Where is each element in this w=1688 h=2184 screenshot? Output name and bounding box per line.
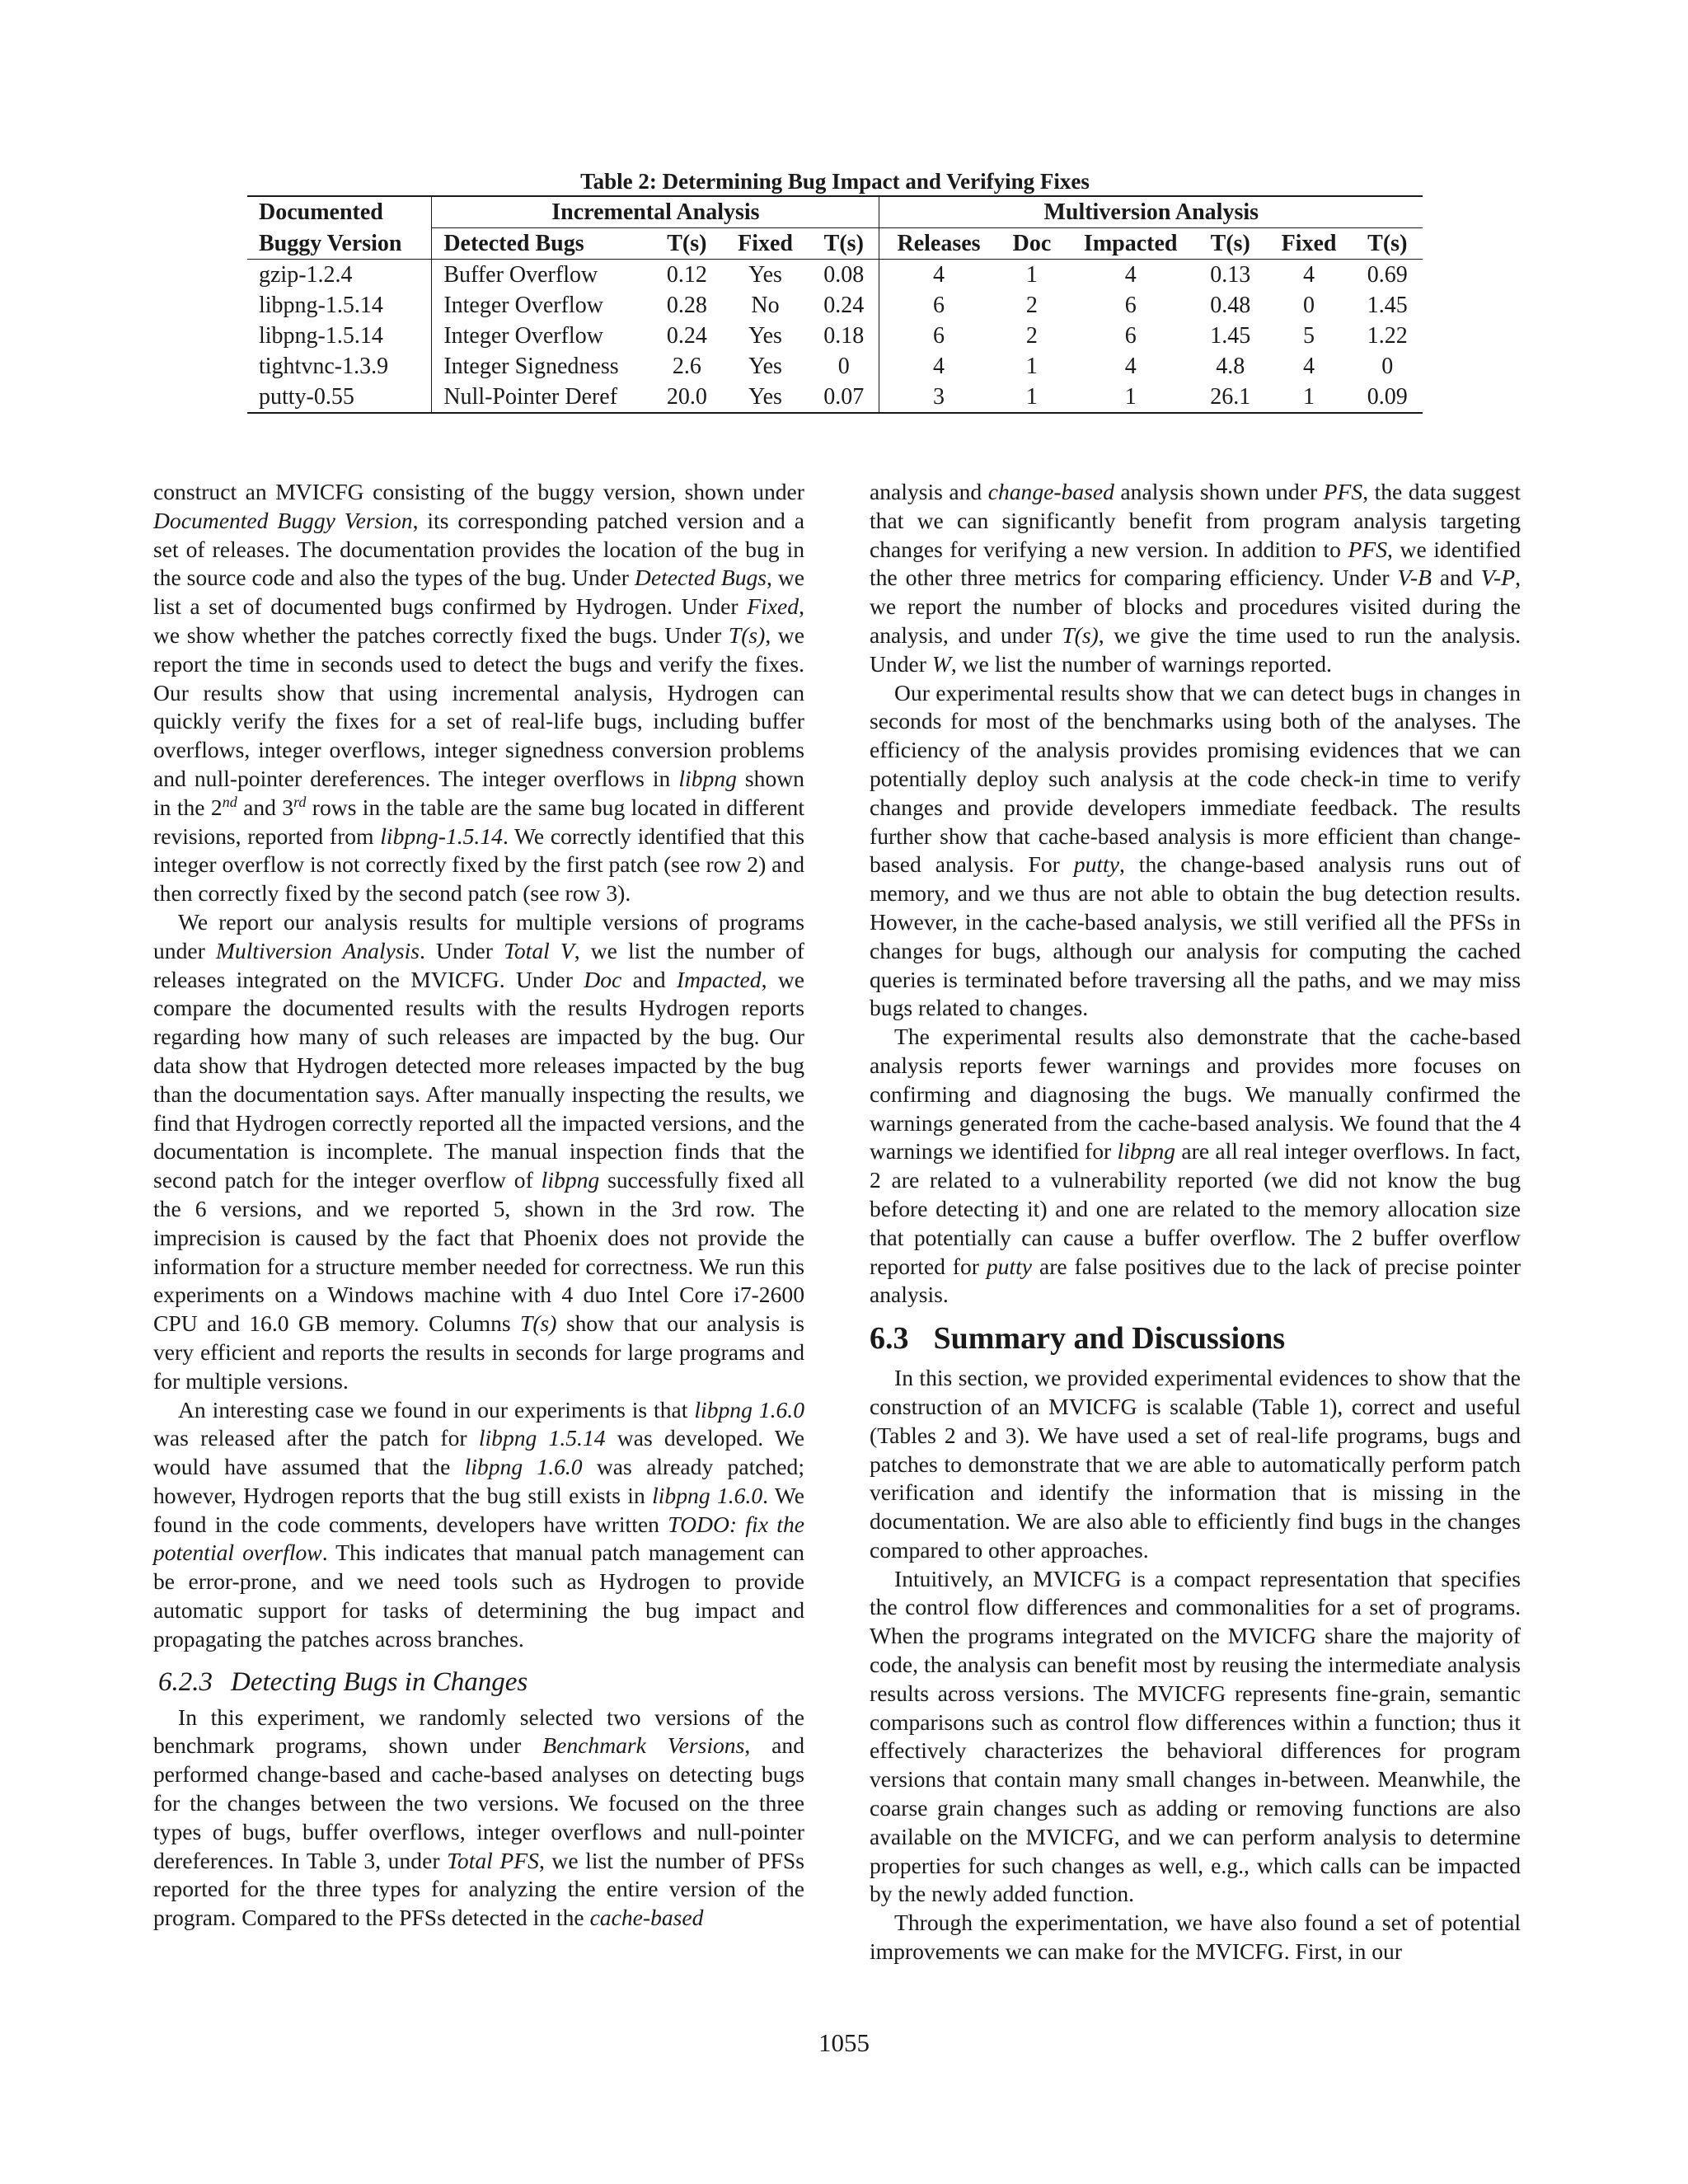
cell: 0.12 <box>666 262 707 288</box>
cell: 1 <box>1265 382 1352 413</box>
paragraph: construct an MVICFG consisting of the buggy version, shown under Documented Buggy Version, its corresponding patched version and a set of releases. The documentation provides the location of the bug in the source code and also the types of the bug. Under Detected Bugs, we list a set of documented bugs confirmed by Hydrogen. Under Fixed, we show whether the patches correctly fixed the bugs. Under T(s), we report the time in seconds used to detect the bugs and verify the fixes. Our results show that using incremental analysis, Hydrogen can quickly verify the fixes for a set of real-life bugs, including buffer overflows, integer overflows, integer signedness conversion problems and null-pointer dereferences. The integer overflows in libpng shown in the 2nd and 3rd rows in the table are the same bug located in different revisions, reported from libpng-1.5.14. We correctly identified that this integer overflow is not correctly fixed by the first patch (see row 2) and then correctly fixed by the second patch (see row 3). <box>153 479 805 907</box>
table-row <box>247 351 1423 382</box>
cell: 4.8 <box>1216 354 1245 379</box>
cell: Null-Pointer Deref <box>432 382 652 413</box>
paragraph: analysis and change-based analysis shown under PFS, the data suggest that we can significantly benefit from program analysis targeting changes for verifying a new version. In addition to PFS, we identified the other three metrics for comparing efficiency. Under V-B and V-P, we report the number of blocks and procedures visited during the analysis, and under T(s), we give the time used to run the analysis. Under W, we list the number of warnings reported. <box>870 479 1522 677</box>
col-header: Releases <box>879 228 998 260</box>
table-2 <box>247 167 1423 414</box>
section-heading: 6.3 Summary and Discussions <box>870 1321 1286 1357</box>
col-header: T(s) <box>652 228 722 260</box>
cell: 6 <box>933 323 945 349</box>
col-header: Impacted <box>1066 228 1195 260</box>
col-header: T(s) <box>1195 228 1265 260</box>
table-row <box>247 321 1423 351</box>
col-header: T(s) <box>1353 228 1423 260</box>
cell: 0.13 <box>1210 262 1251 288</box>
cell: 1 <box>998 382 1067 413</box>
cell: Integer Signedness <box>443 354 619 379</box>
paragraph: Intuitively, an MVICFG is a compact representation that specifies the control flow differences and commonalities for a set of programs. When the programs integrated on the MVICFG share the majority of code, the analysis can benefit most by reusing the intermediate analysis results across versions. The MVICFG represents fine-grain, semantic comparisons such as control flow differences within a function; thus it effectively characterizes the behavioral differences for program versions that contain many small changes in-between. Meanwhile, the coarse grain changes such as adding or removing functions are also available on the MVICFG, and we can perform analysis to determine properties for such changes as well, e.g., which calls can be impacted by the newly added function. <box>870 1565 1521 1907</box>
cell: 0.28 <box>666 293 707 318</box>
left-column <box>153 478 804 1933</box>
paragraph: We report our analysis results for multiple versions of programs under Multiversion Analysis. Under Total V, we list the number of releases integrated on the MVICFG. Under Doc and Impacted, we compare the documented results with the results Hydrogen reports regarding how many of such releases are impacted by the bug. Our data show that Hydrogen detected more releases impacted by the bug than the documentation says. After manually inspecting the results, we find that Hydrogen correctly reported all the impacted versions, and the documentation is incomplete. The manual inspection finds that the second patch for the integer overflow of libpng successfully fixed all the 6 versions, and we reported 5, shown in the 3rd row. The imprecision is caused by the fact that Phoenix does not provide the information for a structure member needed for correctness. We run this experiments on a Windows machine with 4 duo Intel Core i7-2600 CPU and 16.0 GB memory. Columns T(s) show that our analysis is very efficient and reports the results in seconds for large programs and for multiple versions. <box>153 908 805 1394</box>
cell: Yes <box>722 382 809 413</box>
cell: putty-0.55 <box>247 382 432 413</box>
cell: 0.08 <box>809 260 879 291</box>
cell: 4 <box>1124 354 1137 379</box>
cell: 26.1 <box>1195 382 1265 413</box>
cell: Integer Overflow <box>443 323 603 349</box>
cell: gzip-1.2.4 <box>247 260 432 291</box>
cell: Yes <box>748 262 782 288</box>
cell: Yes <box>748 354 782 379</box>
table-group-header-row <box>247 196 1423 228</box>
paragraph: Our experimental results show that we can detect bugs in changes in seconds for most of the benchmarks using both of the analyses. The efficiency of the analysis provides promising evidences that we can potentially deploy such analysis at the code check-in time to verify changes and provide developers immediate feedback. The results further show that cache-based analysis is more efficient than change-based analysis. For putty, the change-based analysis runs out of memory, and we thus are not able to obtain the bug detection results. However, in the cache-based analysis, we still verified all the PFSs in changes for bugs, although our analysis for computing the cached queries is terminated before traversing all the paths, and we may miss bugs related to changes. <box>870 679 1521 1021</box>
cell: 1 <box>1025 262 1038 288</box>
cell: 1.45 <box>1210 323 1251 349</box>
cell: 0 <box>1303 293 1315 318</box>
table-caption: Table 2: Determining Bug Impact and Verifying Fixes <box>580 169 1090 194</box>
table-column-header-row <box>247 228 1423 260</box>
cell: 6 <box>1124 293 1137 318</box>
col-header: Buggy Version <box>247 228 432 260</box>
cell: No <box>751 293 780 318</box>
bug-impact-table <box>247 195 1423 414</box>
header-incremental-analysis: Incremental Analysis <box>432 196 879 228</box>
cell: 4 <box>933 354 945 379</box>
cell: 6 <box>1124 323 1137 349</box>
table-row <box>247 260 1423 291</box>
header-multiversion-analysis: Multiversion Analysis <box>879 196 1423 228</box>
paragraph: An interesting case we found in our experiments is that libpng 1.6.0 was released after the patch for libpng 1.5.14 was developed. We would have assumed that the libpng 1.6.0 was already patched; however, Hydrogen reports that the bug still exists in libpng 1.6.0. We found in the code comments, developers have written TODO: fix the potential overflow. This indicates that manual patch management can be error-prone, and we need tools such as Hydrogen to provide automatic support for tasks of determining the bug impact and propagating the patches across branches. <box>153 1396 805 1652</box>
cell: 4 <box>1303 262 1315 288</box>
col-header: Fixed <box>722 228 809 260</box>
cell: 2 <box>1025 293 1038 318</box>
cell: 0 <box>809 351 879 382</box>
cell: 1 <box>1025 354 1038 379</box>
cell: 1.45 <box>1367 293 1408 318</box>
right-column <box>870 478 1521 1966</box>
cell: Buffer Overflow <box>443 262 598 288</box>
cell: 0.07 <box>809 382 879 413</box>
cell: Integer Overflow <box>443 293 603 318</box>
cell: 0.18 <box>809 321 879 351</box>
cell: 0.24 <box>809 290 879 321</box>
paragraph: Through the experimentation, we have also found a set of potential improvements we can make for the MVICFG. First, in our <box>870 1910 1521 1965</box>
col-header: Fixed <box>1265 228 1352 260</box>
cell: 20.0 <box>652 382 722 413</box>
cell: 0.09 <box>1353 382 1423 413</box>
cell: 3 <box>879 382 998 413</box>
cell: 0.48 <box>1210 293 1251 318</box>
header-documented: Documented <box>247 196 432 228</box>
table-row <box>247 382 1423 413</box>
table-row <box>247 290 1423 321</box>
cell: libpng-1.5.14 <box>247 321 432 351</box>
paragraph: In this section, we provided experimental evidences to show that the construction of an MVICFG is scalable (Table 1), correct and useful (Tables 2 and 3). We have used a set of real-life programs, bugs and patches to demonstrate that we are able to automatically perform patch verification and identify the information that is missing in the documentation. We are also able to efficiently find bugs in the changes compared to other approaches. <box>870 1365 1521 1563</box>
cell: tightvnc-1.3.9 <box>247 351 432 382</box>
paragraph: In this experiment, we randomly selected two versions of the benchmark programs, shown under Benchmark Versions, and performed change-based and cache-based analyses on detecting bugs for the changes between the two versions. We focused on the three types of bugs, buffer overflows, integer overflows and null-pointer dereferences. In Table 3, under Total PFS, we list the number of PFSs reported for the three types for analyzing the entire version of the program. Compared to the PFSs detected in the cache-based <box>153 1704 805 1931</box>
cell: 0.69 <box>1367 262 1408 288</box>
cell: 2 <box>1025 323 1038 349</box>
cell: Yes <box>748 323 782 349</box>
cell: 0 <box>1381 354 1394 379</box>
cell: 0.24 <box>666 323 707 349</box>
paragraph: The experimental results also demonstrate that the cache-based analysis reports fewer warnings and provides more focuses on confirming and diagnosing the bugs. We manually confirmed the warnings generated from the cache-based analysis. We found that the 4 warnings we identified for libpng are all real integer overflows. In fact, 2 are related to a vulnerability reported (we did not know the bug before detecting it) and one are related to the memory allocation size that potentially can cause a buffer overflow. The 2 buffer overflow reported for putty are false positives due to the lack of precise pointer analysis. <box>870 1024 1522 1308</box>
page-number: 1055 <box>818 2028 870 2057</box>
cell: 2.6 <box>672 354 701 379</box>
cell: 1 <box>1066 382 1195 413</box>
cell: libpng-1.5.14 <box>247 290 432 321</box>
col-header: Doc <box>998 228 1067 260</box>
col-header: Detected Bugs <box>432 228 652 260</box>
cell: 4 <box>933 262 945 288</box>
cell: 4 <box>1124 262 1137 288</box>
cell: 1.22 <box>1367 323 1408 349</box>
cell: 4 <box>1303 354 1315 379</box>
subsection-heading: 6.2.3 Detecting Bugs in Changes <box>158 1666 528 1697</box>
cell: 5 <box>1303 323 1315 349</box>
col-header: T(s) <box>809 228 879 260</box>
cell: 6 <box>933 293 945 318</box>
